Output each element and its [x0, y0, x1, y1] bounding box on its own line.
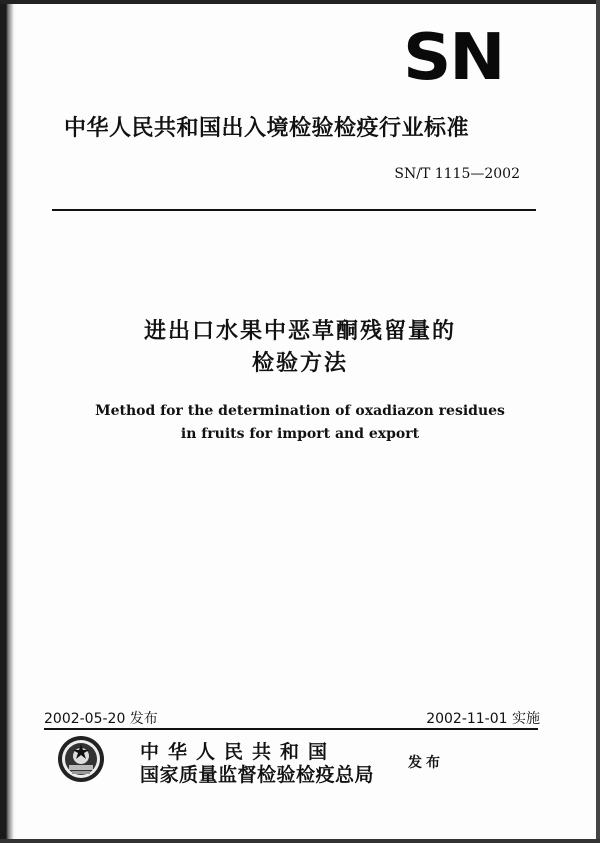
scan-edge-top [0, 0, 600, 4]
national-emblem-seal [56, 734, 106, 784]
title-en-line1: Method for the determination of oxadiazon residues [95, 403, 505, 419]
implementation-date: 2002-11-01 实施 [426, 711, 540, 727]
scan-edge-right [596, 0, 600, 843]
issuer-line2: 国家质量监督检验检疫总局 [140, 764, 375, 786]
title-cn-line1: 进出口水果中恶草酮残留量的 [143, 319, 456, 344]
header-rule [52, 209, 536, 211]
publish-label: 发布 [408, 755, 444, 771]
scan-edge-left [0, 0, 16, 843]
scan-edge-bottom [0, 839, 600, 843]
issuer-line1: 中华人民共和国 [140, 741, 337, 763]
standard-code: SN/T 1115—2002 [394, 166, 520, 182]
issue-date: 2002-05-20 发布 [44, 711, 158, 727]
title-cn-line2: 检验方法 [251, 351, 348, 376]
org-title: 中华人民共和国出入境检验检疫行业标准 [64, 116, 470, 141]
footer-rule [44, 728, 538, 730]
title-en-line2: in fruits for import and export [180, 426, 420, 442]
sn-logo: SN [403, 21, 504, 95]
